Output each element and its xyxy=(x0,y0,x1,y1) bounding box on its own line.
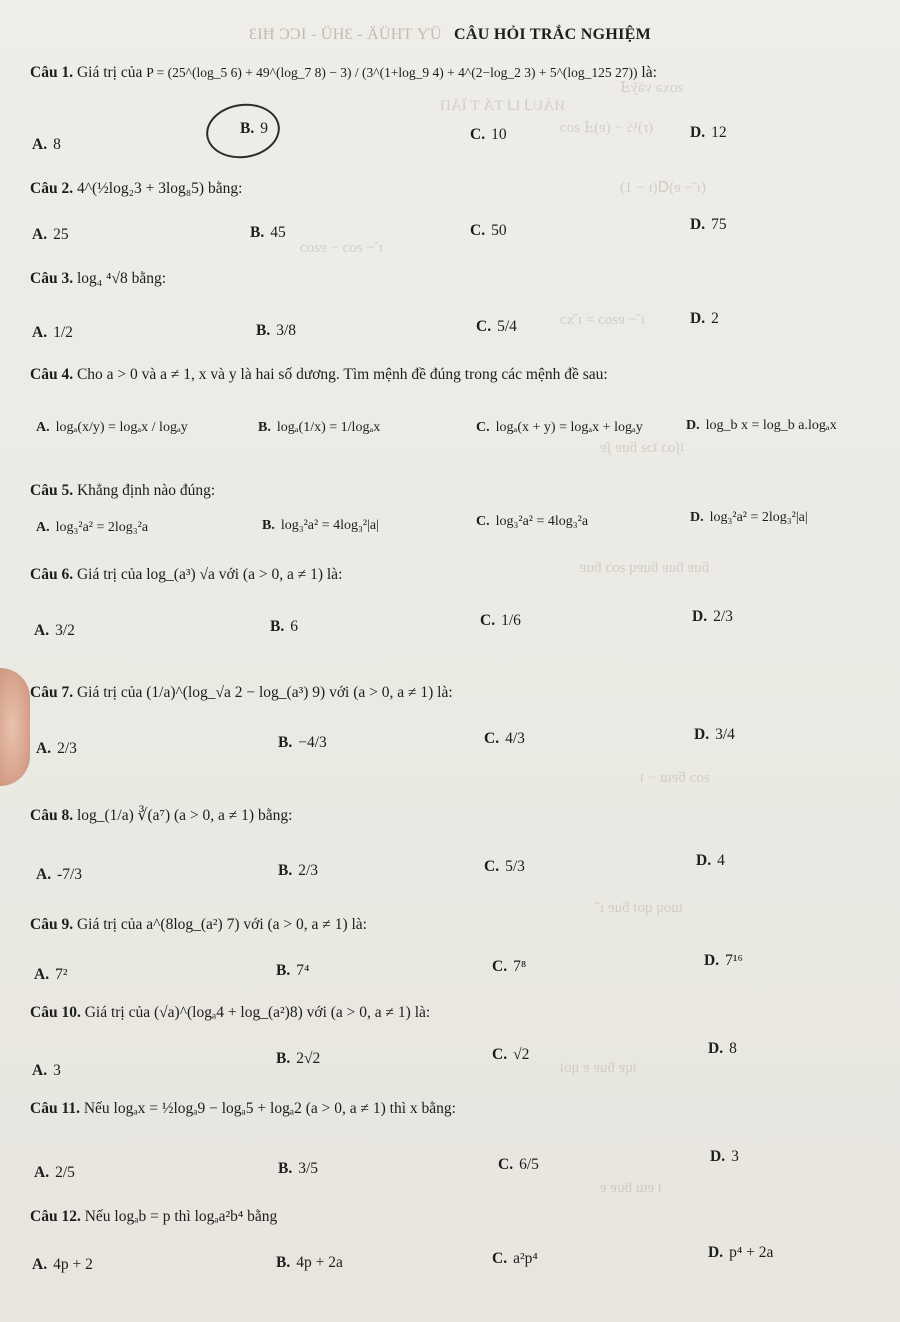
q1-option-b[interactable]: B. 9 xyxy=(240,120,268,137)
q5-option-d[interactable]: D. log₃²a² = 2log₃²|a| xyxy=(690,510,808,525)
q6-option-d[interactable]: D. 2/3 xyxy=(692,608,733,625)
q2-option-b[interactable]: B. 45 xyxy=(250,224,286,241)
question-number: Câu 2. xyxy=(30,180,74,197)
q11-option-d[interactable]: D. 3 xyxy=(710,1148,739,1165)
math-expression: (√a)^(logₐ4 + log_(a²)8) xyxy=(154,1004,303,1021)
question-stem-end: với (a > 0, a ≠ 1) là: xyxy=(218,566,343,583)
question-number: Câu 12. xyxy=(30,1208,81,1225)
question-number: Câu 10. xyxy=(30,1004,81,1021)
question-stem-end: với (a > 0, a ≠ 1) là: xyxy=(243,916,367,933)
page-title: CÂU HỎI TRẮC NGHIỆM xyxy=(454,26,652,43)
question-number: Câu 9. xyxy=(30,916,74,933)
q2-option-a[interactable]: A. 25 xyxy=(32,226,69,243)
question-stem: Giá trị của xyxy=(84,1004,151,1021)
math-expression: logₐx = ½logₐ9 − logₐ5 + logₐ2 xyxy=(113,1100,302,1117)
question-1 xyxy=(30,64,657,82)
q7-option-c[interactable]: C. 4/3 xyxy=(484,730,525,747)
header-ghost-text: ƐIĦ ƆƆI - ÜHƐ - ÄÜHƬ ƳÜ xyxy=(248,26,442,43)
q4-option-d[interactable]: D. log_b x = log_b a.logₐx xyxy=(686,418,837,433)
question-stem: Giá trị của xyxy=(76,684,143,701)
q11-option-c[interactable]: C. 6/5 xyxy=(498,1156,539,1173)
q12-option-b[interactable]: B. 4p + 2a xyxy=(276,1254,343,1271)
q5-option-a[interactable]: A. log₃²a² = 2log₃²a xyxy=(36,520,149,535)
q6-option-b[interactable]: B. 6 xyxy=(270,618,298,635)
bleed-through-text: ƨoxə vä̃yℲ ИÄU⅃ I⅃ ƬÄ Ƭ ÏÅΠ (r)½ − (ɐ)Ⅎ ƨoɔ (ɪ̃ − ɐ)ᗡ(ɪ − 1) ɪ̃ − ƨoɔ − ɐƨoɔ ɪ̃ − ɐƨoɔ = ɪ̃ xɔ ʇʃoɔ ʇɔƨ ƃuɐ ʃɐ ƃuɐ ƃuɐ ƃuɐɥ ƨoɔ ƃuɐ ƨoɔ ƃɐɯ − ʇ ɯoɥ ɥoʇ ƃuɐ ɪ̃ ʇɥɐ ƃuɐ ɐ ɥoʇ ʇ ɐɯ ƃuɐ ɐ xyxy=(300,80,710,1196)
question-number: Câu 11. xyxy=(30,1100,80,1117)
question-stem-end: thì logₐa²b⁴ bằng xyxy=(174,1208,278,1225)
question-5 xyxy=(30,482,215,500)
q1-option-d[interactable]: D. 12 xyxy=(690,124,727,141)
question-11 xyxy=(30,1100,456,1118)
q5-option-b[interactable]: B. log₃²a² = 4log₃²|a| xyxy=(262,518,379,533)
question-stem: Giá trị của xyxy=(76,64,143,81)
q10-option-c[interactable]: C. √2 xyxy=(492,1046,530,1063)
q9-option-d[interactable]: D. 7¹⁶ xyxy=(704,952,743,969)
math-expression: P = (25^(log_5 6) + 49^(log_7 8) − 3) / (3^(1+log_9 4) + 4^(2−log_2 3) + 5^(log_125 27)) xyxy=(146,65,638,80)
question-stem: Khẳng định nào đúng: xyxy=(76,482,216,499)
q10-option-d[interactable]: D. 8 xyxy=(708,1040,737,1057)
q7-option-d[interactable]: D. 3/4 xyxy=(694,726,735,743)
q9-option-c[interactable]: C. 7⁸ xyxy=(492,958,527,975)
q8-option-b[interactable]: B. 2/3 xyxy=(278,862,319,879)
math-expression: log_(a³) √a xyxy=(146,566,215,583)
question-2 xyxy=(30,180,242,198)
math-expression: (1/a)^(log_√a 2 − log_(a³) 9) xyxy=(146,684,326,701)
q4-option-a[interactable]: A. logₐ(x/y) = logₐx / logₐy xyxy=(36,420,188,435)
question-number: Câu 7. xyxy=(30,684,74,701)
question-stem-end: là: xyxy=(641,64,657,81)
question-number: Câu 3. xyxy=(30,270,74,287)
question-stem-end: (a > 0, a ≠ 1) thì x bằng: xyxy=(305,1100,456,1117)
q1-option-c[interactable]: C. 10 xyxy=(470,126,507,143)
question-stem: Giá trị của xyxy=(76,916,143,933)
q12-option-d[interactable]: D. p⁴ + 2a xyxy=(708,1244,774,1261)
q7-option-a[interactable]: A. 2/3 xyxy=(36,740,77,757)
question-9 xyxy=(30,916,367,934)
q1-option-a[interactable]: A. 8 xyxy=(32,136,61,153)
finger-photo-artifact xyxy=(0,668,30,786)
question-number: Câu 6. xyxy=(30,566,74,583)
question-number: Câu 8. xyxy=(30,807,74,824)
q9-option-b[interactable]: B. 7⁴ xyxy=(276,962,310,979)
question-stem-end: (a > 0, a ≠ 1) bằng: xyxy=(174,807,293,824)
q8-option-a[interactable]: A. -7/3 xyxy=(36,866,83,883)
question-3 xyxy=(30,270,166,288)
question-number: Câu 4. xyxy=(30,366,74,383)
q4-option-c[interactable]: C. logₐ(x + y) = logₐx + logₐy xyxy=(476,420,643,435)
math-expression: log_(1/a) ∛(a⁷) xyxy=(76,807,171,824)
question-12 xyxy=(30,1208,277,1226)
q12-option-c[interactable]: C. a²p⁴ xyxy=(492,1250,538,1267)
question-stem-end: bằng: xyxy=(131,270,167,287)
q7-option-b[interactable]: B. −4/3 xyxy=(278,734,327,751)
question-8 xyxy=(30,806,292,825)
question-stem: Nếu xyxy=(84,1208,111,1225)
math-expression: 4^(½log₂3 + 3log₈5) xyxy=(76,180,205,197)
question-stem: Cho a > 0 và a ≠ 1, x và y là hai số dương. Tìm mệnh đề đúng trong các mệnh đề sau: xyxy=(76,366,608,383)
question-4 xyxy=(30,366,608,384)
question-stem: Nếu xyxy=(83,1100,110,1117)
question-6 xyxy=(30,566,342,584)
question-stem-end: với (a > 0, a ≠ 1) là: xyxy=(329,684,453,701)
math-expression: a^(8log_(a²) 7) xyxy=(146,916,240,933)
question-number: Câu 5. xyxy=(30,482,74,499)
q10-option-b[interactable]: B. 2√2 xyxy=(276,1050,321,1067)
q4-option-b[interactable]: B. logₐ(1/x) = 1/logₐx xyxy=(258,420,381,435)
q2-option-c[interactable]: C. 50 xyxy=(470,222,507,239)
question-stem-end: với (a > 0, a ≠ 1) là: xyxy=(306,1004,431,1021)
q9-option-a[interactable]: A. 7² xyxy=(34,966,68,983)
q3-option-c[interactable]: C. 5/4 xyxy=(476,318,517,335)
question-10 xyxy=(30,1004,430,1022)
q2-option-d[interactable]: D. 75 xyxy=(690,216,727,233)
q3-option-d[interactable]: D. 2 xyxy=(690,310,719,327)
q6-option-a[interactable]: A. 3/2 xyxy=(34,622,75,639)
q10-option-a[interactable]: A. 3 xyxy=(32,1062,61,1079)
q6-option-c[interactable]: C. 1/6 xyxy=(480,612,521,629)
q3-option-a[interactable]: A. 1/2 xyxy=(32,324,73,341)
question-number: Câu 1. xyxy=(30,64,74,81)
question-stem-end: bằng: xyxy=(207,180,243,197)
q12-option-a[interactable]: A. 4p + 2 xyxy=(32,1256,93,1273)
q8-option-d[interactable]: D. 4 xyxy=(696,852,725,869)
q5-option-c[interactable]: C. log₃²a² = 4log₃²a xyxy=(476,514,589,529)
q11-option-b[interactable]: B. 3/5 xyxy=(278,1160,319,1177)
question-7 xyxy=(30,684,453,702)
math-expression: log₄ ⁴√8 xyxy=(76,270,128,287)
q3-option-b[interactable]: B. 3/8 xyxy=(256,322,297,339)
question-stem: Giá trị của xyxy=(76,566,143,583)
q11-option-a[interactable]: A. 2/5 xyxy=(34,1164,75,1181)
math-expression: logₐb = p xyxy=(114,1208,171,1225)
q8-option-c[interactable]: C. 5/3 xyxy=(484,858,525,875)
page-header xyxy=(0,26,900,44)
